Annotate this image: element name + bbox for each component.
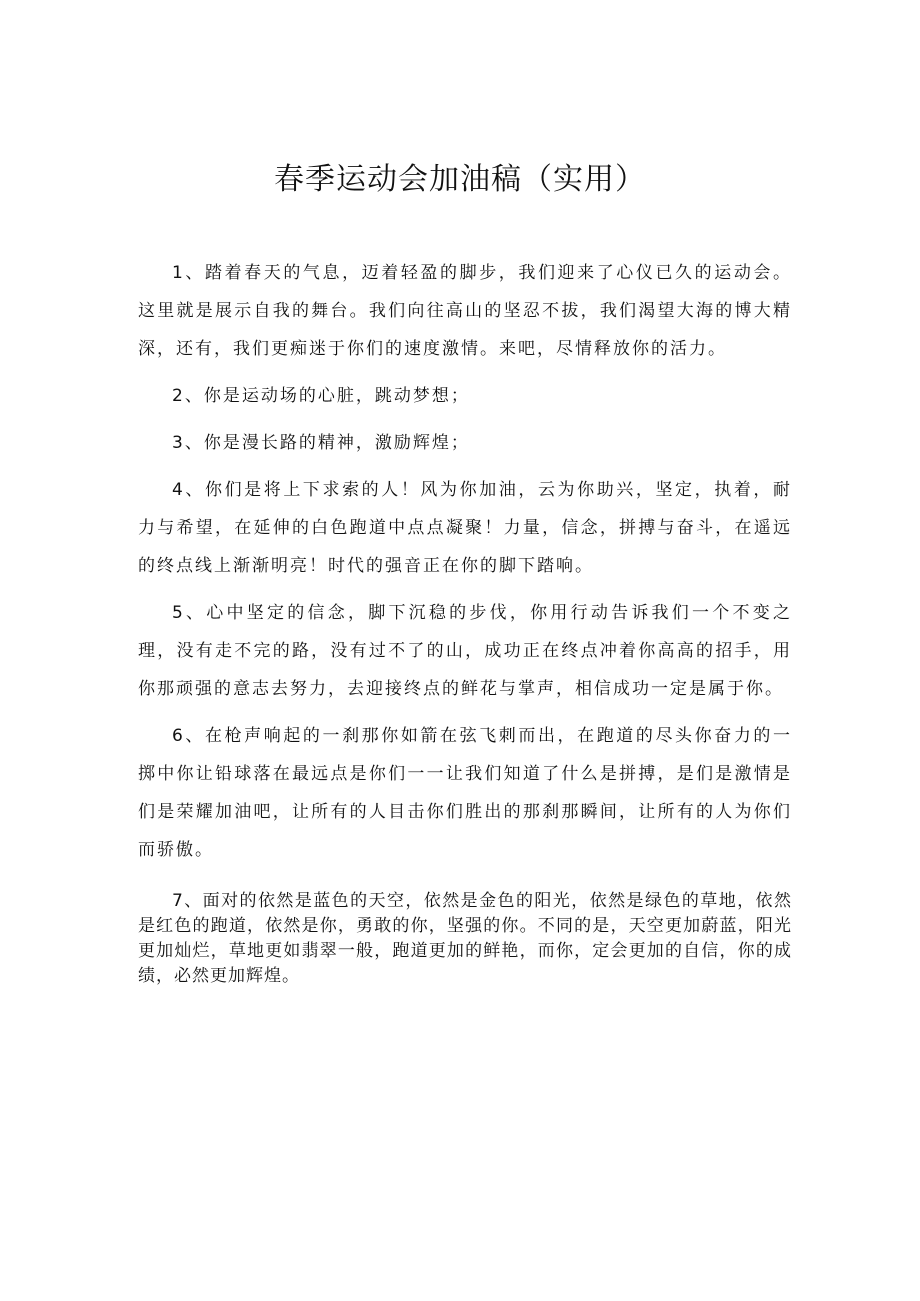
paragraph-3: 3、你是漫长路的精神，激励辉煌； — [172, 433, 470, 453]
paragraph-6: 6、在枪声响起的一刹那你如箭在弦飞刺而出，在跑道的尽头你奋力的一掷中你让铅球落在最远点是你们一一让我们知道了什么是拼搏，是们是激情是们是荣耀加油吧，让所有的人目击你们胜出的那刹那瞬间，让所有的人为你们而骄傲。 — [138, 726, 792, 860]
paragraph-7: 7、面对的依然是蓝色的天空，依然是金色的阳光，依然是绿色的草地，依然是红色的跑道，依然是你，勇敢的你，坚强的你。不同的是，天空更加蔚蓝，阳光更加灿烂，草地更如翡翠一般，跑道更加的鲜艳，而你，定会更加的自信，你的成绩，必然更加辉煌。 — [138, 891, 792, 986]
paragraph-4: 4、你们是将上下求索的人！风为你加油，云为你助兴，坚定，执着，耐力与希望，在延伸的白色跑道中点点凝聚！力量，信念，拼搏与奋斗，在遥远的终点线上渐渐明亮！时代的强音正在你的脚下踏响。 — [138, 480, 792, 576]
document-title: 春季运动会加油稿（实用） — [274, 162, 646, 197]
paragraph-1: 1、踏着春天的气息，迈着轻盈的脚步，我们迎来了心仪已久的运动会。这里就是展示自我的舞台。我们向往高山的坚忍不拔，我们渴望大海的博大精深，还有，我们更痴迷于你们的速度激情。来吧，尽情释放你的活力。 — [138, 263, 792, 359]
document-body — [138, 254, 792, 989]
paragraph-2: 2、你是运动场的心脏，跳动梦想； — [172, 386, 470, 406]
paragraph-5: 5、心中坚定的信念，脚下沉稳的步伐，你用行动告诉我们一个不变之理，没有走不完的路，没有过不了的山，成功正在终点冲着你高高的招手，用你那顽强的意志去努力，去迎接终点的鲜花与掌声，相信成功一定是属于你。 — [138, 603, 792, 699]
